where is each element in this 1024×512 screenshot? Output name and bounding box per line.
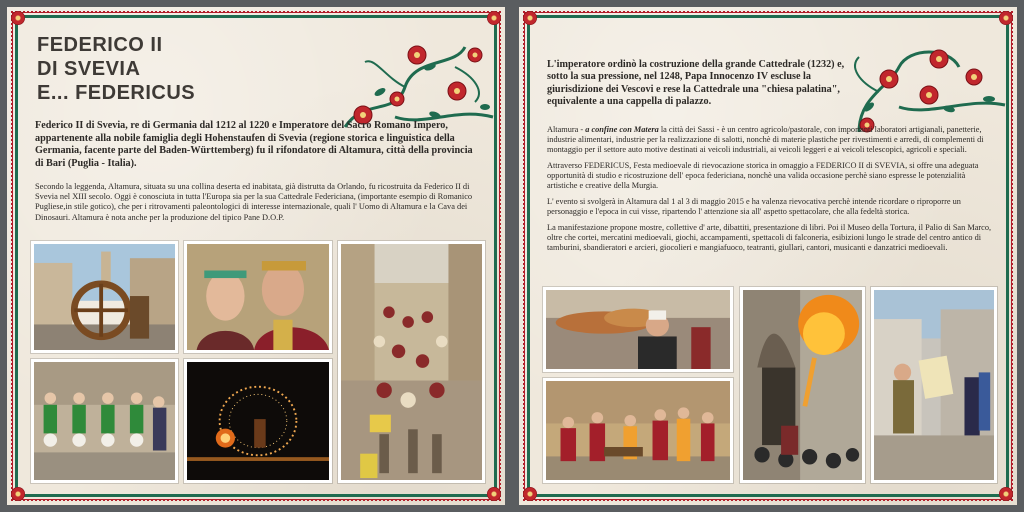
- photo-parade-street: [338, 241, 485, 483]
- photo-fire-breather: [740, 287, 865, 483]
- body-paragraph: Altamura - a confine con Matera la città dei Sassi - è un centro agricolo/pastorale, con importanti laboratori artigianali, panetterie, industrie alimentari, industrie per la realizzazione di salotti, nonchè di materie plastiche per rivestimenti e arredi, di complementi di montaggio per il settore auto motive destinati ai veicoli industriali, ai veicoli leggeri e ai veicoli telescopici, agricoli e speciali.: [547, 125, 984, 154]
- photo-musicians: [543, 378, 733, 483]
- title-line: DI SVEVIA: [37, 58, 141, 80]
- corner-rose-icon: [11, 11, 25, 25]
- title-line: FEDERICO II: [37, 34, 163, 56]
- corner-rose-icon: [523, 11, 537, 25]
- photo-fire-spinner: [184, 359, 332, 483]
- body-paragraph: La manifestazione propone mostre, collettive d' arte, dibattiti, presentazione di libri. Poi il Museo della Tortura, il Palio di San Marco, oltre che cortei, mercatini medioevali, giochi, accampamenti, spettacoli di falconeria, esibizioni lungo le strade del centro antico di tamburini, sbandieratori e arcieri, giocolieri e mangiafuoco, teatranti, giullari, cantori, musicanti e danzatrici medioevali.: [547, 223, 992, 252]
- photo-royal-couple: [184, 241, 332, 353]
- photo-baker: [543, 287, 733, 372]
- body-paragraph: Secondo la leggenda, Altamura, situata su una collina deserta ed inabitata, già distrutta da Orlando, fu ricostruita da Federico II di Svevia nel XIII secolo. Oggi è conosciuta in tutta l'Europa sia per la sua Cattedrale Federiciana, (importante esempio di Romanico Pugliese,in stile gotico), che per i ritrovamenti paleontologici di interesse internazionale, quali l' Uomo di Altamura e la Cava dei Dinosauri. Altamura è nota anche per la produzione del tipico Pane D.O.P.: [35, 182, 473, 222]
- intro-paragraph: Federico II di Svevia, re di Germania dal 1212 al 1220 e Imperatore del Sacro Romano Impero, appartenente alla nobile famiglia degli Hohenstaufen di Svevia (regione storica e linguistica della Germania, facente parte del Baden-Württemberg) fu il rifondatore di Altamura, città della provincia di Bari (Puglia - Italia).: [35, 120, 473, 169]
- body-paragraph: L' evento si svolgerà in Altamura dal 1 al 3 di maggio 2015 e ha valenza rievocativa perchè intende ricordare o riproporre un personaggio e l'epoca in cui visse, ripartendo l' attenzione sia all' aspetto spettacolare, che alla fedeltà storica.: [547, 197, 961, 216]
- corner-rose-icon: [999, 11, 1013, 25]
- rose-vine-ornament-icon: [335, 37, 495, 133]
- left-page: [7, 7, 505, 505]
- corner-rose-icon: [999, 487, 1013, 501]
- page-title: [37, 33, 277, 105]
- photo-drummers: [31, 359, 178, 483]
- corner-rose-icon: [487, 487, 501, 501]
- body-paragraph: Attraverso FEDERICUS, Festa medioevale di rievocazione storica in omaggio a FEDERICO II di SVEVIA, si offre una adeguata opportunità di studio e ricostruzione dell' epoca federiciana, nonchè una valida occasione perchè siano espresse le potenzialità artistiche e creative della Murgia.: [547, 161, 979, 190]
- right-body-text: [547, 125, 993, 259]
- corner-rose-icon: [523, 487, 537, 501]
- rose-vine-ornament-icon: [839, 37, 1007, 135]
- photo-wooden-machine: [31, 241, 178, 353]
- corner-rose-icon: [11, 487, 25, 501]
- cathedral-paragraph: L'imperatore ordinò la costruzione della grande Cattedrale (1232) e, sotto la sua pressione, nel 1248, Papa Innocenzo IV escluse la giurisdizione dei Vescovi e rese la Cattedrale una "chiesa palatina", equivalente a una cappella di palazzo.: [547, 59, 845, 108]
- right-page: [519, 7, 1017, 505]
- corner-rose-icon: [487, 11, 501, 25]
- photo-scroll-reader: [871, 287, 997, 483]
- title-line: E... FEDERICUS: [37, 82, 196, 104]
